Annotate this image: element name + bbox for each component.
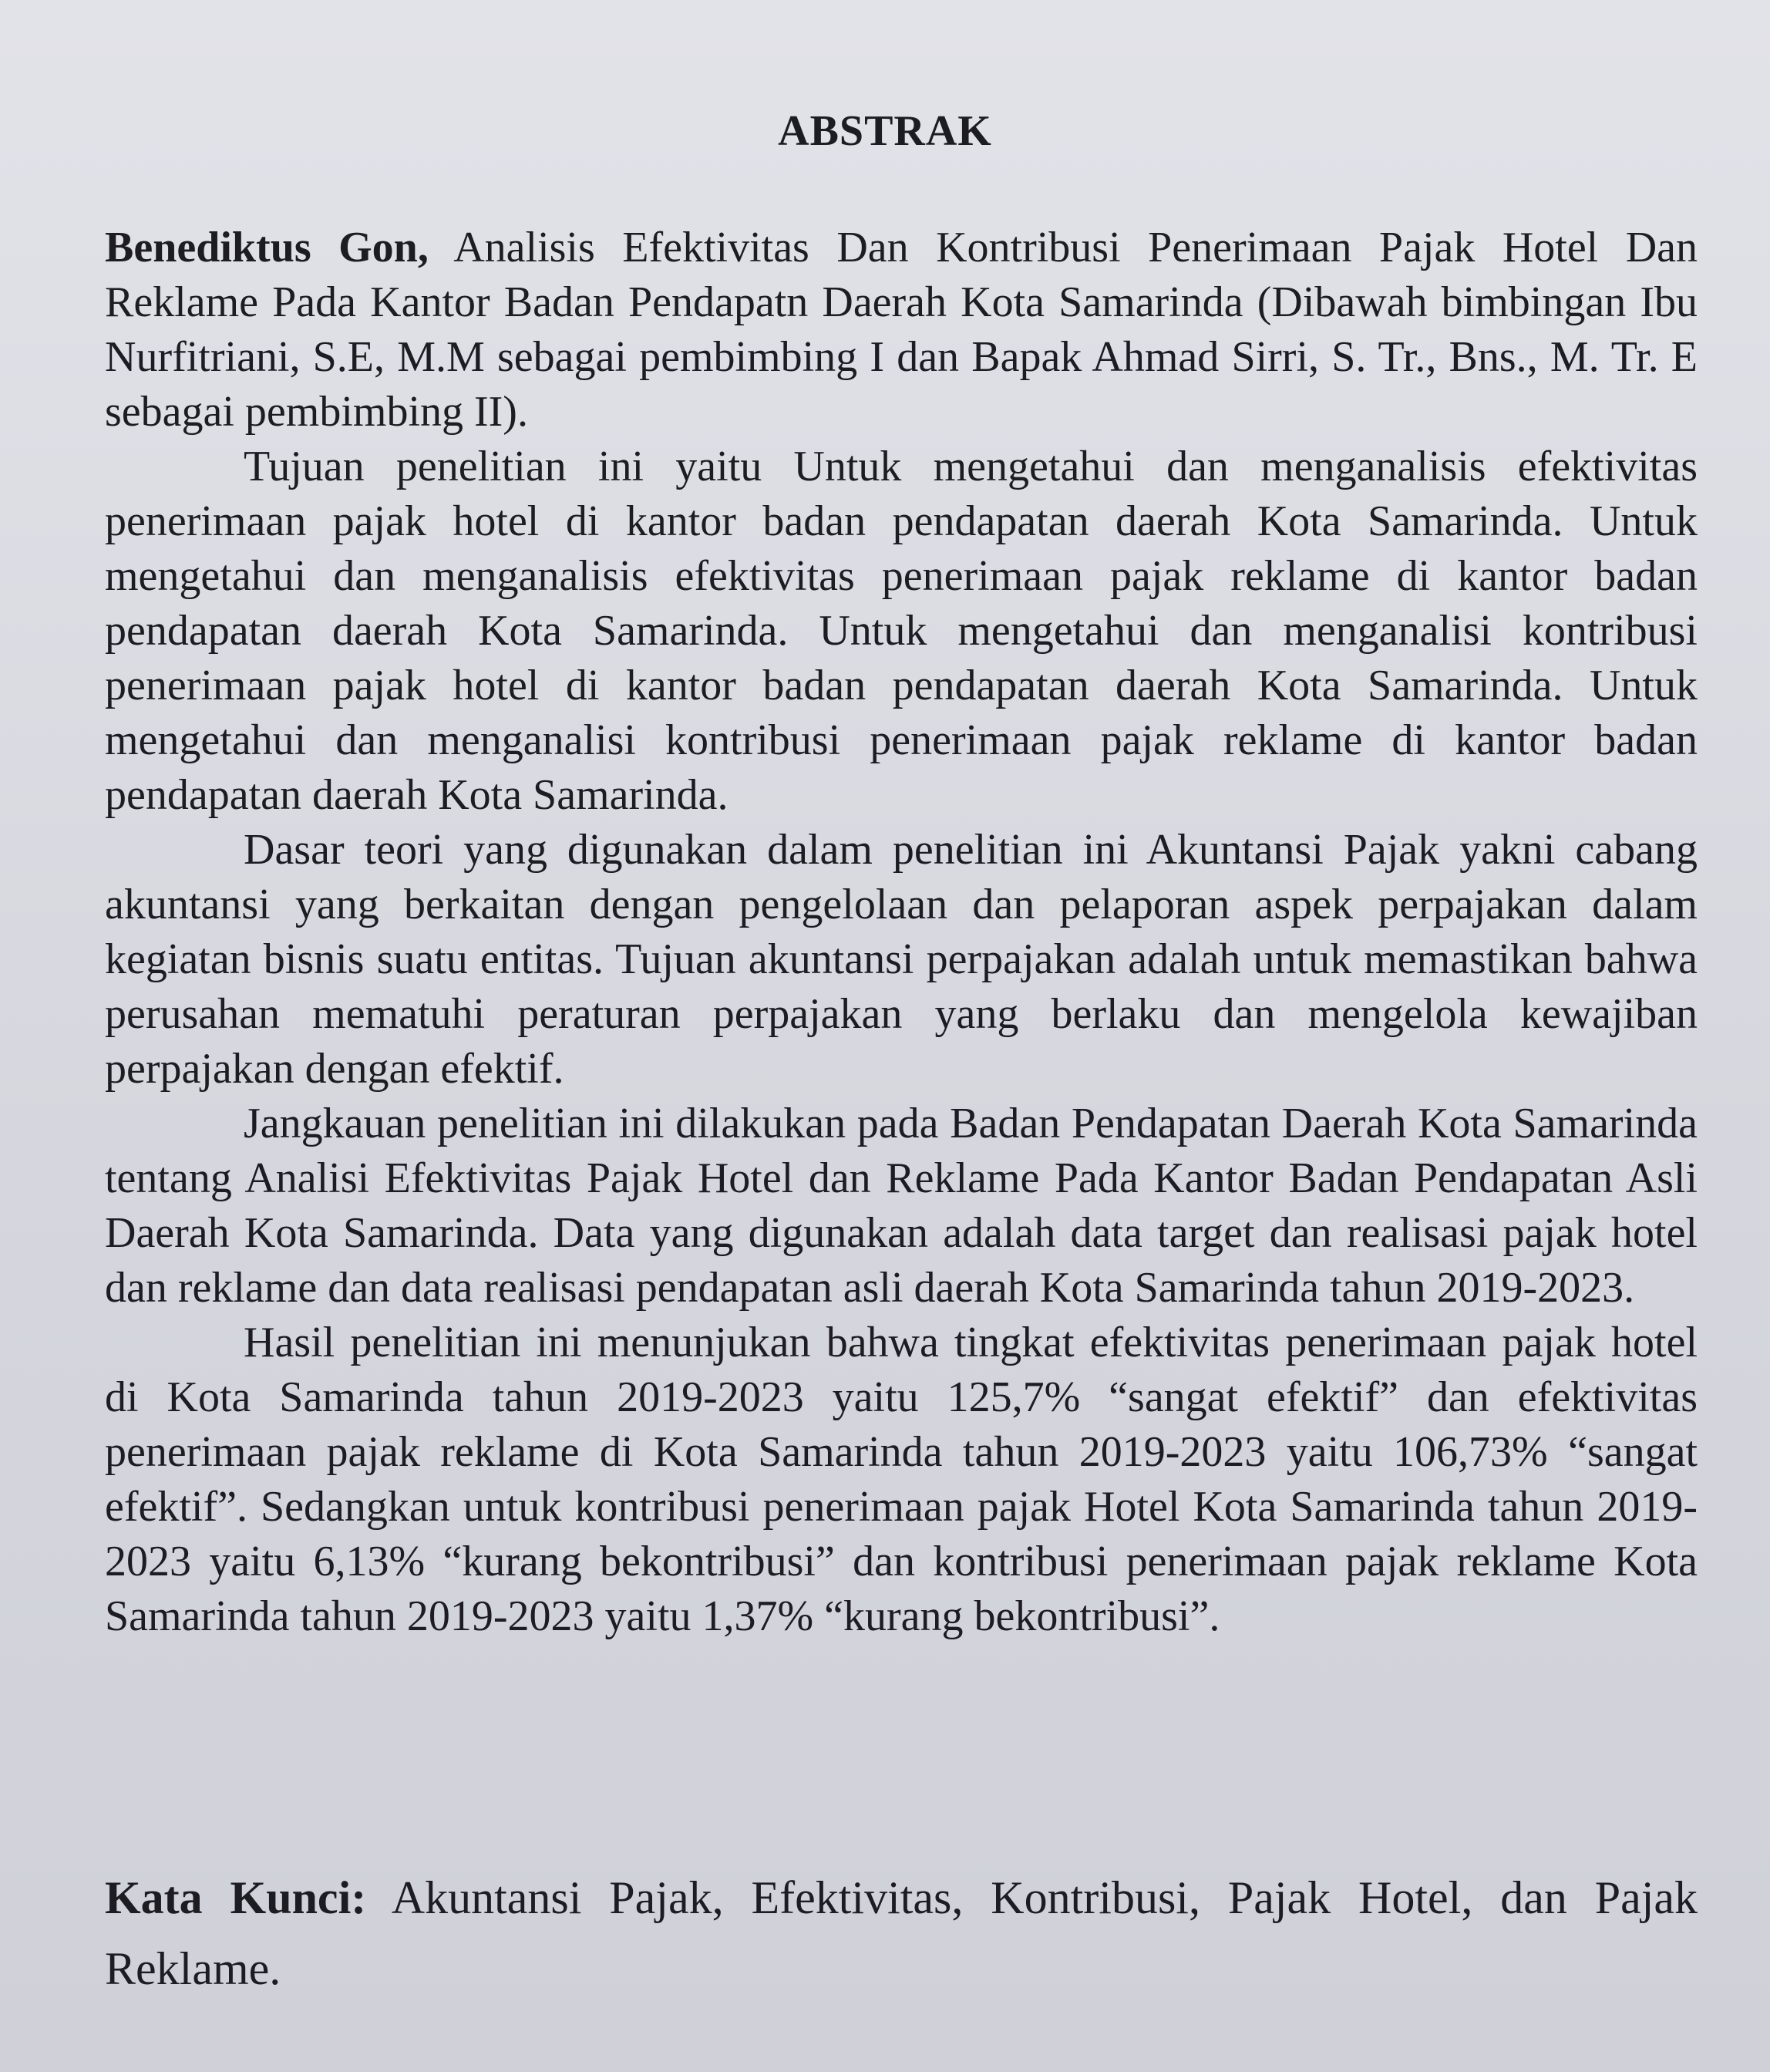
keywords-label: Kata Kunci: [105,1872,367,1923]
paragraph-scope: Jangkauan penelitian ini dilakukan pada Badan Pendapatan Daerah Kota Samarinda tentang Analisi Efektivitas Pajak Hotel dan Reklame Pada Kantor Badan Pendapatan Asli Daerah Kota Samarinda. Data yang digunakan adalah data target dan realisasi pajak hotel dan reklame dan data realisasi pendapatan asli daerah Kota Samarinda tahun 2019-2023. [105,1100,1698,1312]
abstract-body [105,221,1698,1644]
abstract-title: ABSTRAK [778,107,992,155]
keywords-line [105,1862,1698,2004]
paragraph-results: Hasil penelitian ini menunjukan bahwa tingkat efektivitas penerimaan pajak hotel di Kota Samarinda tahun 2019-2023 yaitu 125,7% “sangat efektif” dan efektivitas penerimaan pajak reklame di Kota Samarinda tahun 2019-2023 yaitu 106,73% “sangat efektif”. Sedangkan untuk kontribusi penerimaan pajak Hotel Kota Samarinda tahun 2019-2023 yaitu 6,13% “kurang bekontribusi” dan kontribusi penerimaan pajak reklame Kota Samarinda tahun 2019-2023 yaitu 1,37% “kurang bekontribusi”. [105,1319,1698,1640]
paragraph-theory: Dasar teori yang digunakan dalam penelitian ini Akuntansi Pajak yakni cabang akuntansi yang berkaitan dengan pengelolaan dan pelaporan aspek perpajakan dalam kegiatan bisnis suatu entitas. Tujuan akuntansi perpajakan adalah untuk memastikan bahwa perusahan mematuhi peraturan perpajakan yang berlaku dan mengelola kewajiban perpajakan dengan efektif. [105,826,1698,1093]
author-paragraph [105,221,1698,440]
author-name: Benediktus Gon, [105,224,429,271]
paragraph-objectives: Tujuan penelitian ini yaitu Untuk mengetahui dan menganalisis efektivitas penerimaan pajak hotel di kantor badan pendapatan daerah Kota Samarinda. Untuk mengetahui dan menganalisis efektivitas penerimaan pajak reklame di kantor badan pendapatan daerah Kota Samarinda. Untuk mengetahui dan menganalisi kontribusi penerimaan pajak hotel di kantor badan pendapatan daerah Kota Samarinda. Untuk mengetahui dan menganalisi kontribusi penerimaan pajak reklame di kantor badan pendapatan daerah Kota Samarinda. [105,443,1698,819]
thesis-description: Analisis Efektivitas Dan Kontribusi Penerimaan Pajak Hotel Dan Reklame Pada Kantor Badan Pendapatn Daerah Kota Samarinda (Dibawah bimbingan Ibu Nurfitriani, S.E, M.M sebagai pembimbing I dan Bapak Ahmad Sirri, S. Tr., Bns., M. Tr. E sebagai pembimbing II). [105,224,1698,436]
keywords-list: Akuntansi Pajak, Efektivitas, Kontribusi, Pajak Hotel, dan Pajak Reklame. [105,1872,1698,1994]
